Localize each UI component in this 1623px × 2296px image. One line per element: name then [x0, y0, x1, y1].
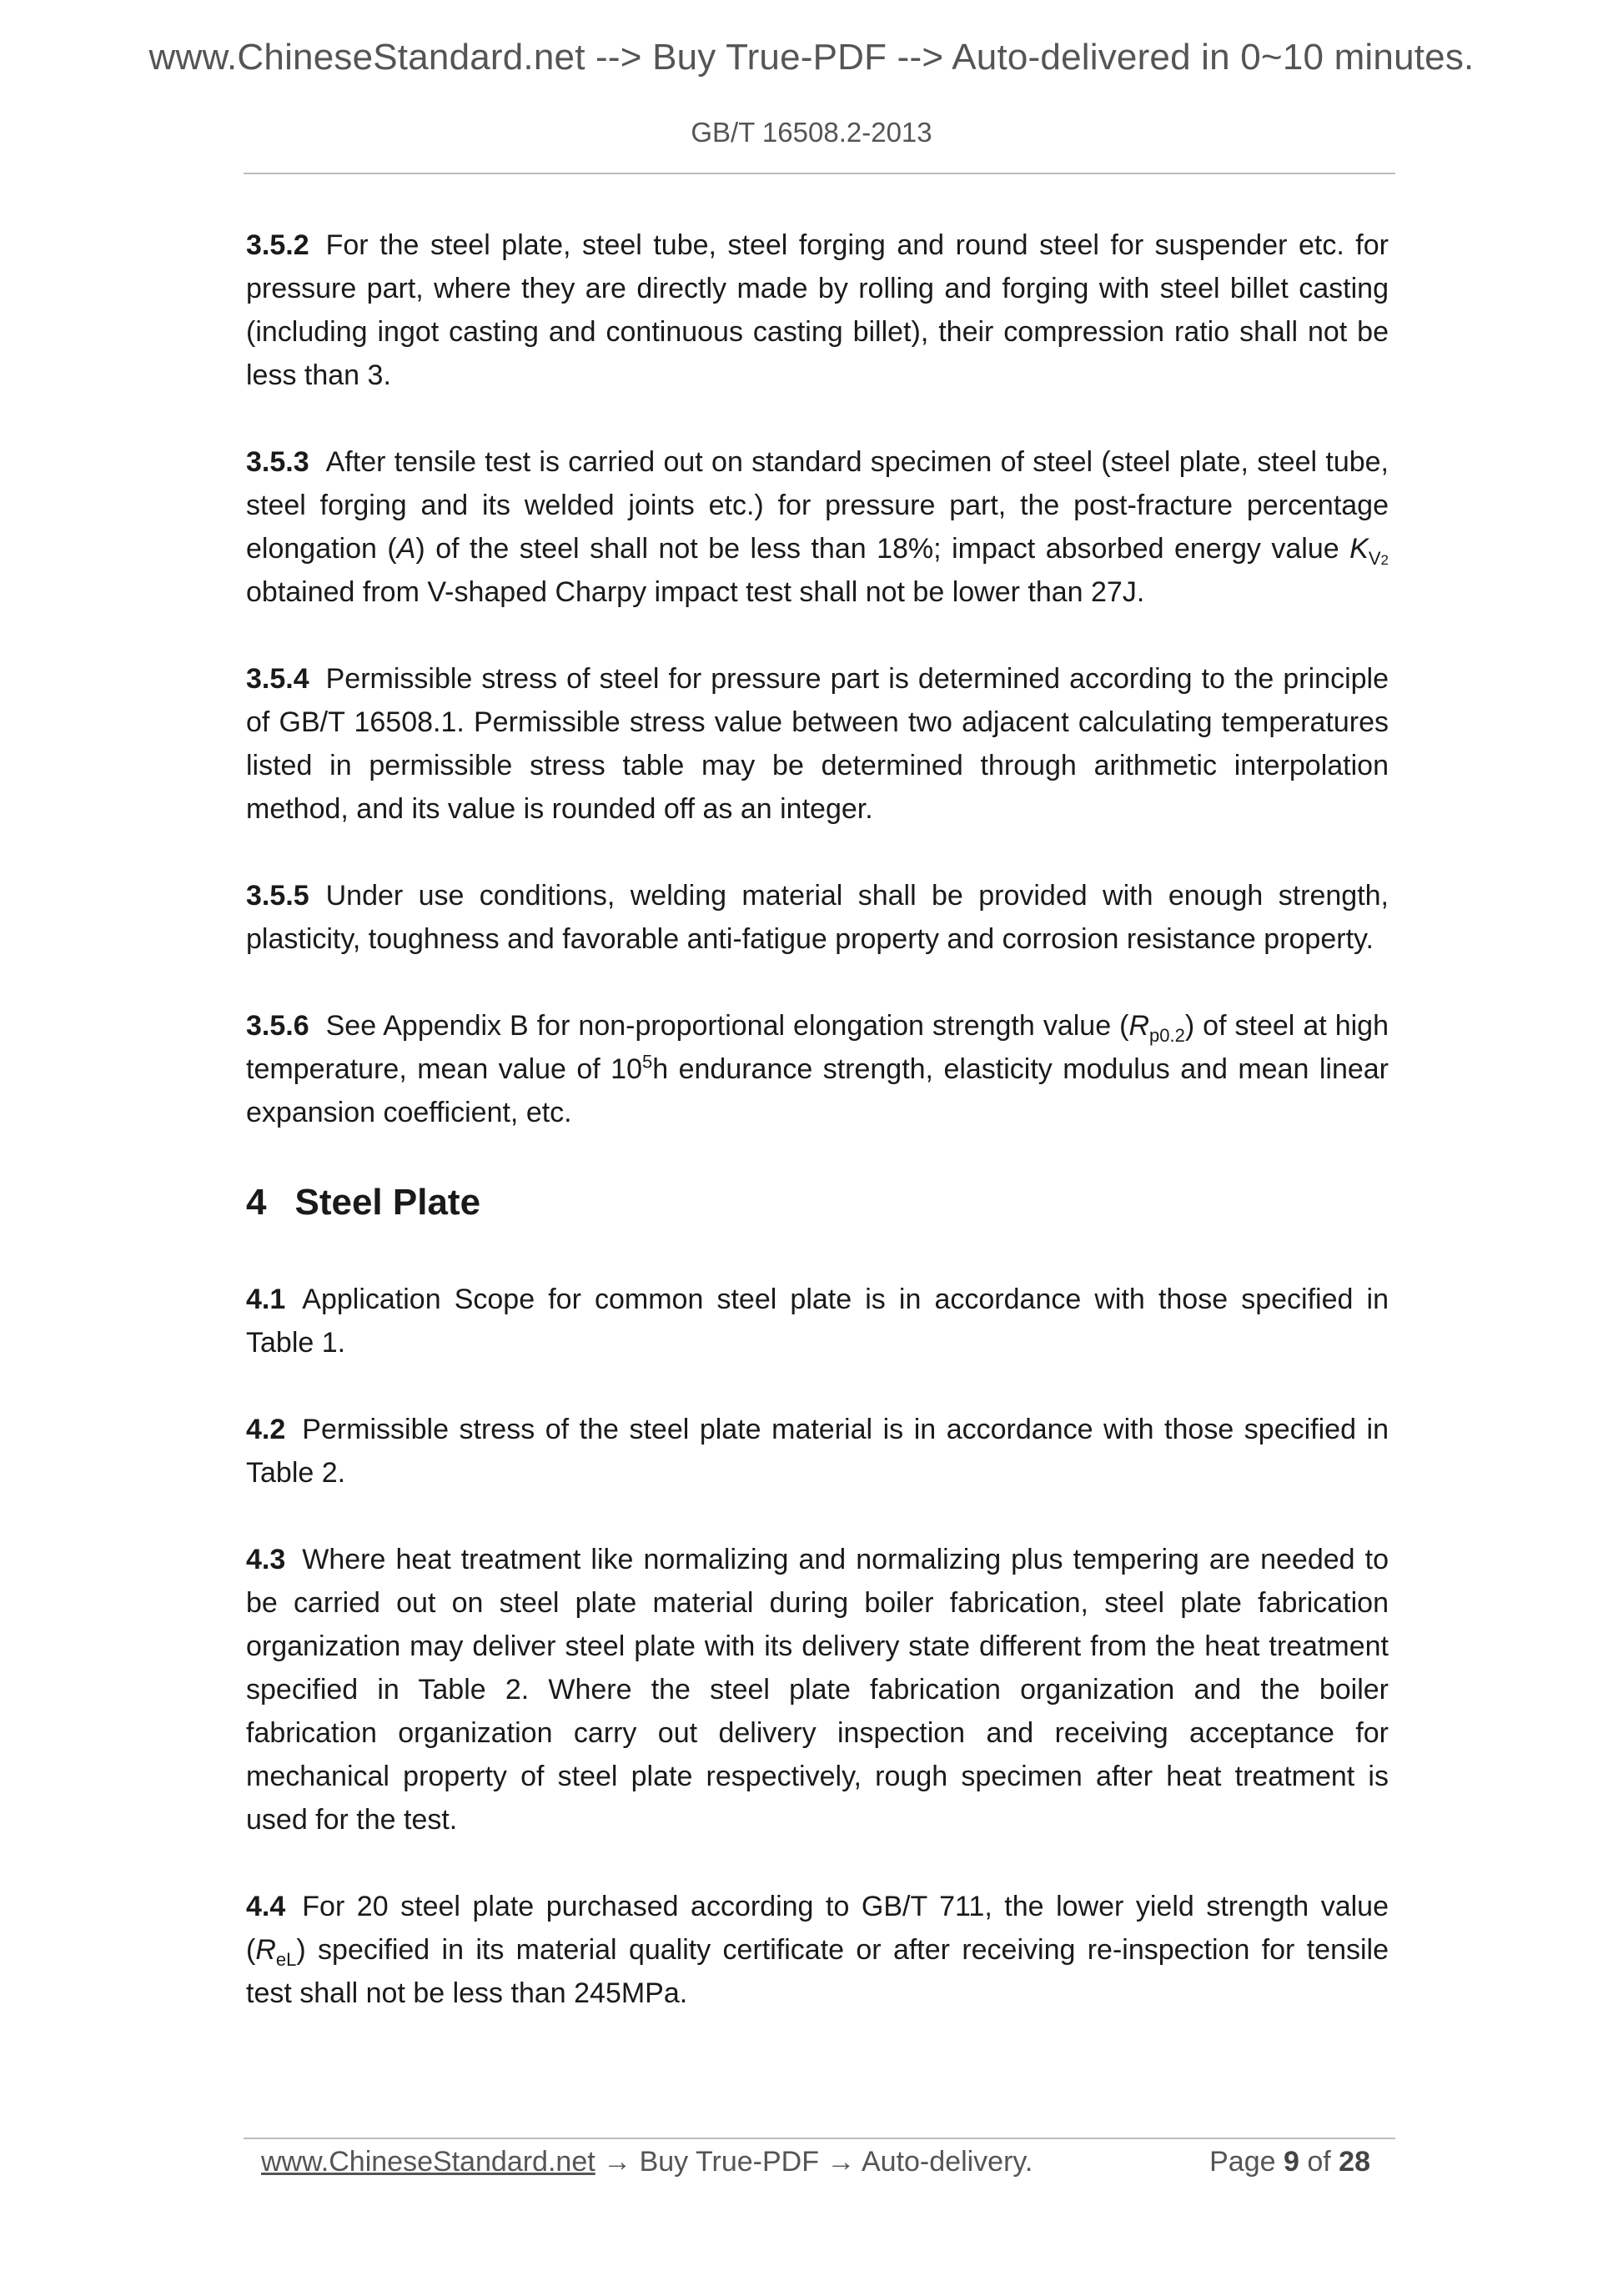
- clause-text: For 20 steel plate purchased according to GB/T 711, the lower yield strength value (: [246, 1891, 1389, 1966]
- clause-number: 3.5.3: [246, 446, 309, 478]
- subscript-2: 2: [1380, 551, 1389, 568]
- page-number: 9: [1283, 2146, 1299, 2178]
- page-total: 28: [1339, 2146, 1370, 2178]
- clause-text: Permissible stress of steel for pressure part is determined according to the principle of GB/T 16508.1. Permissible stress value between two adjacent calculating temperatures listed in permissible stress table may be determined through arithmetic interpolation method, and its value is rounded off as an integer.: [246, 663, 1389, 825]
- standard-code: GB/T 16508.2-2013: [691, 117, 932, 148]
- clause-3-5-4: [246, 657, 1389, 831]
- of-label: of: [1307, 2146, 1331, 2178]
- section-heading: [246, 1178, 1389, 1228]
- symbol-a: A: [396, 533, 416, 565]
- superscript-5: 5: [642, 1051, 653, 1073]
- footer-site-link[interactable]: www.ChineseStandard.net: [261, 2146, 595, 2178]
- section-title: Steel Plate: [294, 1182, 481, 1223]
- clause-number: 3.5.5: [246, 880, 309, 912]
- top-banner: www.ChineseStandard.net --> Buy True-PDF --> Auto-delivered in 0~10 minutes.: [148, 37, 1475, 78]
- clause-text: For the steel plate, steel tube, steel forging and round steel for suspender etc. for pressure part, where they are directly made by rolling and forging with steel billet casting (including ingot casting and continuous casting billet), their compression ratio shall not be less than 3.: [246, 229, 1389, 391]
- symbol-r: R: [1128, 1010, 1149, 1042]
- symbol-r: R: [255, 1934, 276, 1966]
- footer-tail: → Buy True-PDF → Auto-delivery.: [595, 2146, 1033, 2178]
- clause-3-5-5: [246, 874, 1389, 961]
- clause-text: Under use conditions, welding material shall be provided with enough strength, plasticity, toughness and favorable anti-fatigue property and corrosion resistance property.: [246, 880, 1389, 955]
- header-divider: [244, 173, 1395, 174]
- clause-text: See Appendix B for non-proportional elongation strength value (: [325, 1010, 1129, 1042]
- clause-text: Application Scope for common steel plate is in accordance with those specified in Table 1.: [246, 1284, 1389, 1359]
- clause-number: 4.1: [246, 1284, 286, 1315]
- clause-4-3: [246, 1538, 1389, 1841]
- clause-text: ) of steel at high temperature, mean value of 10: [246, 1010, 1389, 1085]
- clause-text: After tensile test is carried out on standard specimen of steel (steel plate, steel tube, steel forging and its welded joints etc.) for pressure part, the post-fracture percentage elongation (: [246, 446, 1389, 565]
- clause-text: Permissible stress of the steel plate material is in accordance with those specified in Table 2.: [246, 1414, 1389, 1489]
- clause-4-1: [246, 1278, 1389, 1364]
- clause-text: h endurance strength, elasticity modulus and mean linear expansion coefficient, etc.: [246, 1053, 1389, 1128]
- clause-number: 4.4: [246, 1891, 286, 1922]
- document-body: [246, 224, 1389, 2058]
- clause-3-5-6: [246, 1004, 1389, 1134]
- clause-text: obtained from V-shaped Charpy impact test shall not be lower than 27J.: [246, 576, 1145, 608]
- subscript-v: V: [1368, 547, 1381, 569]
- clause-text: ) of the steel shall not be less than 18%; impact absorbed energy value: [415, 533, 1350, 565]
- clause-4-2: [246, 1408, 1389, 1495]
- page-indicator: [1209, 2146, 1370, 2178]
- clause-number: 3.5.4: [246, 663, 309, 695]
- clause-number: 4.3: [246, 1544, 286, 1575]
- clause-3-5-2: [246, 224, 1389, 397]
- clause-4-4: [246, 1885, 1389, 2015]
- footer-divider: [244, 2138, 1395, 2139]
- subscript-p02: p0.2: [1149, 1024, 1185, 1046]
- clause-text: Where heat treatment like normalizing and normalizing plus tempering are needed to be carried out on steel plate material during boiler fabrication, steel plate fabrication organization may deliver steel plate with its delivery state different from the heat treatment specified in Table 2. Where the steel plate fabrication organization and the boiler fabrication organization carry out delivery inspection and receiving acceptance for mechanical property of steel plate respectively, rough specimen after heat treatment is used for the test.: [246, 1544, 1389, 1836]
- clause-3-5-3: [246, 440, 1389, 614]
- clause-number: 4.2: [246, 1414, 286, 1445]
- clause-number: 3.5.2: [246, 229, 309, 261]
- section-number: 4: [246, 1182, 267, 1223]
- subscript-el: eL: [275, 1948, 297, 1970]
- clause-text: ) specified in its material quality certificate or after receiving re-inspection for tensile test shall not be less than 245MPa.: [246, 1934, 1389, 2009]
- clause-number: 3.5.6: [246, 1010, 309, 1042]
- page-label: Page: [1209, 2146, 1276, 2178]
- footer: [261, 2146, 1370, 2178]
- symbol-kv2: K: [1349, 533, 1369, 565]
